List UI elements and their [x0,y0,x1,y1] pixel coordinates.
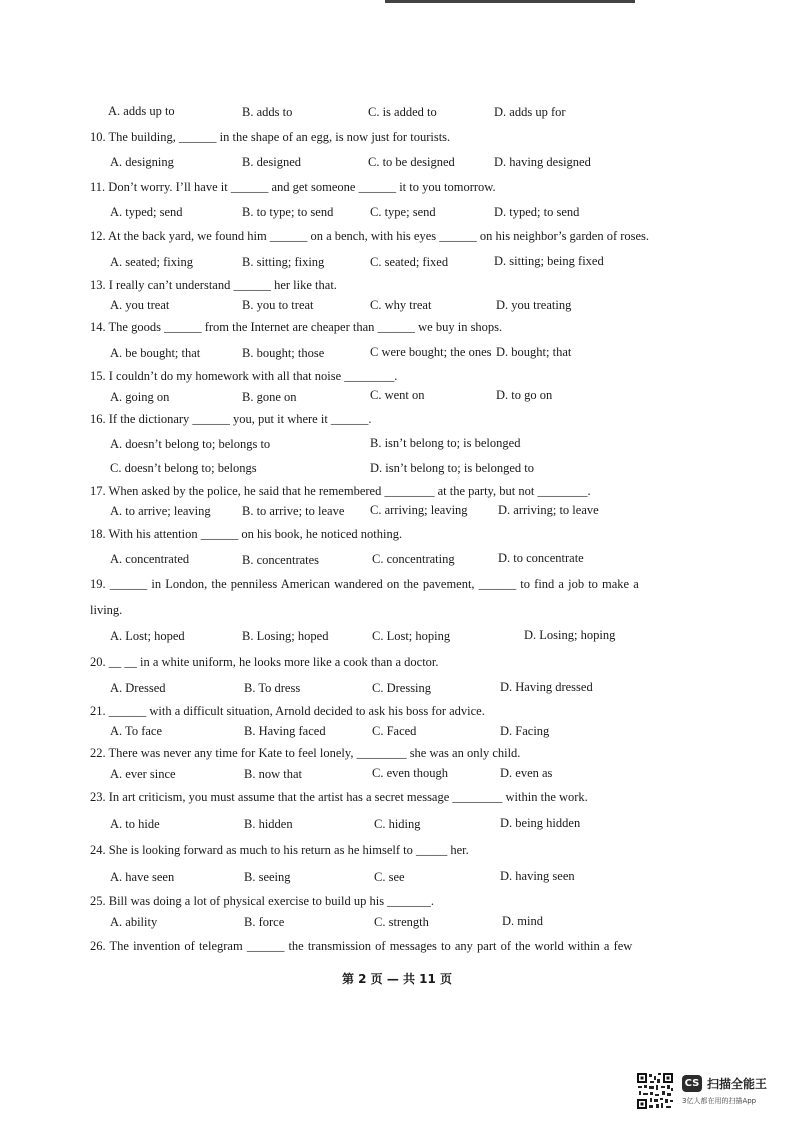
option-b: B. to arrive; to leave [242,504,345,518]
option-b: B. seeing [244,870,291,884]
option-d: D. to concentrate [498,551,584,565]
option-c: C. even though [372,766,449,780]
question-stem: 24. She is looking forward as much to his return as he himself to _____ her. [90,843,469,857]
option-c: C. strength [374,915,429,929]
option-c: C. went on [370,388,425,402]
option-a: A. going on [110,390,170,404]
option-a: A. to arrive; leaving [110,504,211,518]
option-c: C. hiding [374,817,421,831]
option-a: A. seated; fixing [110,255,193,269]
qr-code-icon [636,1072,674,1110]
option-c: C. see [374,870,405,884]
option-b: B. hidden [244,817,293,831]
option-b: B. bought; those [242,346,325,360]
option-d: D. being hidden [500,816,581,830]
option-b: B. to type; to send [242,205,334,219]
question-stem: 18. With his attention ______ on his book, he noticed nothing. [90,527,403,541]
question-stem: 16. If the dictionary ______ you, put it where it ______. [90,412,372,426]
option-b: B. gone on [242,390,297,404]
option-a: A. Dressed [110,681,166,695]
option-b: B. you to treat [242,298,314,312]
option-a: A. designing [110,155,174,169]
option-d: D. isn’t belong to; is belonged to [370,461,534,475]
option-a: A. typed; send [110,205,183,219]
option-d: D. mind [502,914,543,928]
question-stem: 17. When asked by the police, he said that he remembered ________ at the party, but not ________. [90,484,591,498]
option-b: B. force [244,915,285,929]
question-stem: 23. In art criticism, you must assume that the artist has a secret message ________ within the work. [90,790,588,804]
option-d: D. typed; to send [494,205,580,219]
option-d: D. Losing; hoping [524,628,616,642]
question-stem: 21. ______ with a difficult situation, Arnold decided to ask his boss for advice. [90,704,485,718]
option-b: B. adds to [242,105,293,119]
option-c: C. concentrating [372,552,455,566]
option-c: C. arriving; leaving [370,503,468,517]
question-stem: 12. At the back yard, we found him ______ on a bench, with his eyes ______ on his neighbor’s garden of roses. [90,229,650,243]
question-stem: 26. The invention of telegram ______ the transmission of messages to any part of the world within a few [90,939,633,953]
option-b: B. concentrates [242,553,320,567]
question-stem: 10. The building, ______ in the shape of an egg, is now just for tourists. [90,130,451,144]
question-stem: 25. Bill was doing a lot of physical exercise to build up his _______. [90,894,435,908]
option-a: A. Lost; hoped [110,629,185,643]
option-c: C. Lost; hoping [372,629,451,643]
option-d: D. adds up for [494,105,566,119]
option-a: A. you treat [110,298,170,312]
option-c: C. Dressing [372,681,432,695]
option-c: C. Faced [372,724,417,738]
option-d: D. to go on [496,388,553,402]
option-a: A. have seen [110,870,175,884]
option-d: D. even as [500,766,553,780]
option-d: D. sitting; being fixed [494,254,604,268]
question-stem-continued: living. [90,603,123,617]
option-b: B. sitting; fixing [242,255,325,269]
question-stem: 20. __ __ in a white uniform, he looks more like a cook than a doctor. [90,655,439,669]
option-c: C. why treat [370,298,432,312]
option-a: A. be bought; that [110,346,201,360]
option-d: D. Facing [500,724,550,738]
option-a: A. ability [110,915,158,929]
option-c: C. type; send [370,205,436,219]
question-stem: 13. I really can’t understand ______ her like that. [90,278,337,292]
question-stem: 15. I couldn’t do my homework with all that noise ________. [90,369,398,383]
scanner-watermark [636,1072,786,1112]
option-c: C were bought; the ones [370,345,492,359]
option-a: A. concentrated [110,552,190,566]
option-a: A. To face [110,724,162,738]
option-a: A. ever since [110,767,176,781]
option-a: A. adds up to [108,104,175,118]
watermark-title: 扫描全能王 [707,1077,768,1091]
option-a: A. to hide [110,817,160,831]
option-c: C. is added to [368,105,437,119]
question-stem: 19. ______ in London, the penniless American wandered on the pavement, ______ to find a job to make a [90,577,639,591]
option-c: C. doesn’t belong to; belongs [110,461,257,475]
option-b: B. Having faced [244,724,326,738]
option-c: C. to be designed [368,155,455,169]
camscanner-logo: CS [682,1075,702,1092]
option-a: A. doesn’t belong to; belongs to [110,437,271,451]
question-stem: 14. The goods ______ from the Internet are cheaper than ______ we buy in shops. [90,320,503,334]
option-d: D. having designed [494,155,591,169]
option-b: B. now that [244,767,302,781]
page-footer: 第 2 页 — 共 11 页 [341,972,453,986]
option-c: C. seated; fixed [370,255,449,269]
question-stem: 11. Don’t worry. I’ll have it ______ and get someone ______ it to you tomorrow. [90,180,496,194]
option-b: B. designed [242,155,302,169]
option-b: B. isn’t belong to; is belonged [370,436,521,450]
option-b: B. Losing; hoped [242,629,329,643]
watermark-subtitle: 3亿人都在用的扫描App [682,1097,757,1105]
option-b: B. To dress [244,681,301,695]
option-d: D. bought; that [496,345,572,359]
option-d: D. having seen [500,869,575,883]
option-d: D. you treating [496,298,572,312]
scan-edge-mark [385,0,635,3]
question-stem: 22. There was never any time for Kate to feel lonely, ________ she was an only child. [90,746,521,760]
option-d: D. Having dressed [500,680,593,694]
option-d: D. arriving; to leave [498,503,599,517]
